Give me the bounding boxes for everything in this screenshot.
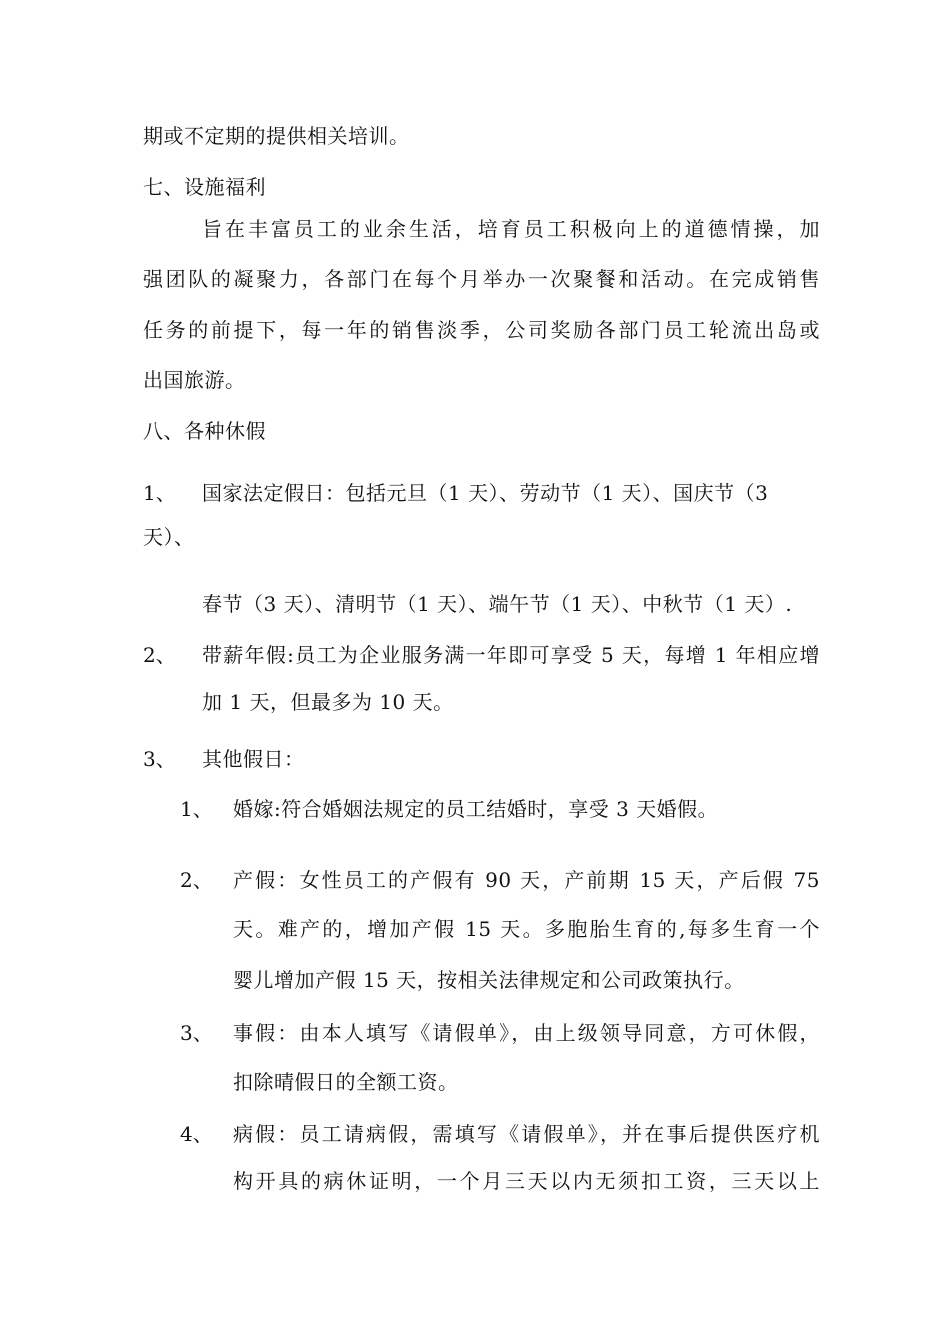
list-item-text: 春节（3 天）、清明节（1 天）、端午节（1 天）、中秋节（1 天）. [202, 592, 793, 616]
list-item-text: 天）、 [143, 525, 195, 549]
list-number: 2、 [143, 643, 176, 667]
list-number: 3、 [143, 747, 176, 771]
sub-list-item-text: 婚嫁:符合婚姻法规定的员工结婚时，享受 3 天婚假。 [233, 797, 719, 821]
sub-list-item-text: 扣除晴假日的全额工资。 [233, 1070, 459, 1094]
sub-list-number: 2、 [180, 868, 213, 892]
section-heading: 七、设施福利 [143, 175, 266, 199]
sub-list-item-text: 产假：女性员工的产假有 90 天，产前期 15 天，产后假 75 [233, 868, 820, 892]
sub-list-item-text: 事假：由本人填写《请假单》，由上级领导同意，方可休假， [233, 1021, 820, 1045]
sub-list-number: 4、 [180, 1122, 213, 1146]
sub-list-item-text: 婴儿增加产假 15 天，按相关法律规定和公司政策执行。 [233, 968, 745, 992]
list-item-text: 其他假日： [202, 747, 305, 771]
sub-list-number: 3、 [180, 1021, 213, 1045]
paragraph-line: 旨在丰富员工的业余生活，培育员工积极向上的道德情操，加 [202, 217, 820, 241]
paragraph-line: 出国旅游。 [143, 368, 246, 392]
sub-list-number: 1、 [180, 797, 213, 821]
list-item-text: 国家法定假日：包括元旦（1 天）、劳动节（1 天）、国庆节（3 [202, 481, 769, 505]
section-heading: 八、各种休假 [143, 419, 266, 443]
paragraph-line: 期或不定期的提供相关培训。 [143, 124, 410, 148]
sub-list-item-text: 病假：员工请病假，需填写《请假单》，并在事后提供医疗机 [233, 1122, 820, 1146]
list-number: 1、 [143, 481, 176, 505]
sub-list-item-text: 天。难产的，增加产假 15 天。多胞胎生育的,每多生育一个 [233, 917, 820, 941]
list-item-text: 带薪年假:员工为企业服务满一年即可享受 5 天，每增 1 年相应增 [202, 643, 820, 667]
list-item-text: 加 1 天，但最多为 10 天。 [202, 690, 454, 714]
paragraph-line: 任务的前提下，每一年的销售淡季，公司奖励各部门员工轮流出岛或 [143, 318, 820, 342]
sub-list-item-text: 构开具的病休证明，一个月三天以内无须扣工资，三天以上 [233, 1169, 820, 1193]
paragraph-line: 强团队的凝聚力，各部门在每个月举办一次聚餐和活动。在完成销售 [143, 267, 820, 291]
